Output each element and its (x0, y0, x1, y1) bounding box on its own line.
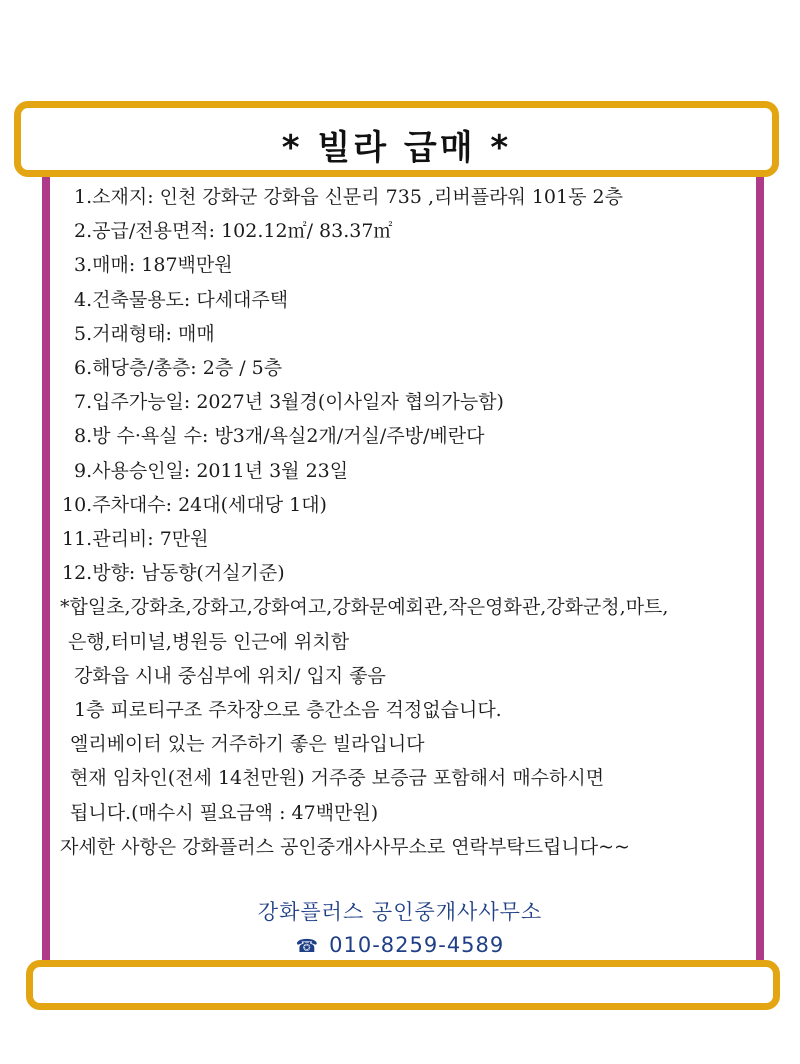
listing-details (62, 180, 752, 864)
note-nearby: *합일초,강화초,강화고,강화여고,강화문예회관,작은영화관,강화군청,마트, (60, 596, 669, 619)
note-required-amount: 됩니다.(매수시 필요금액 : 47백만원) (70, 801, 379, 824)
detail-maintenance-fee: 11.관리비: 7만원 (62, 528, 209, 551)
note-location: 강화읍 시내 중심부에 위치/ 입지 좋음 (74, 664, 386, 687)
contact-phone[interactable] (0, 933, 800, 957)
telephone-icon: ☎ (295, 936, 320, 957)
detail-location: 1.소재지: 인천 강화군 강화읍 신문리 735 ,리버플라워 101동 2층 (74, 186, 623, 208)
bottom-banner (26, 960, 780, 1010)
note-elevator: 엘리베이터 있는 거주하기 좋은 빌라입니다 (70, 733, 425, 756)
detail-parking: 10.주차대수: 24대(세대당 1대) (62, 493, 327, 516)
note-contact: 자세한 사항은 강화플러스 공인중개사사무소로 연락부탁드립니다~~ (60, 835, 630, 858)
detail-approval-date: 9.사용승인일: 2011년 3월 23일 (74, 459, 349, 482)
detail-direction: 12.방향: 남동향(거실기준) (62, 562, 285, 585)
detail-move-in: 7.입주가능일: 2027년 3월경(이사일자 협의가능함) (74, 391, 504, 414)
note-tenant: 현재 임차인(전세 14천만원) 거주중 보증금 포함해서 매수하시면 (70, 767, 605, 790)
agency-name: 강화플러스 공인중개사사무소 (257, 900, 543, 924)
detail-price: 3.매매: 187백만원 (74, 254, 233, 277)
detail-area: 2.공급/전용면적: 102.12㎡/ 83.37㎡ (74, 220, 393, 243)
phone-number[interactable]: 010-8259-4589 (329, 933, 505, 957)
note-nearby-continued: 은행,터미널,병원등 인근에 위치함 (68, 630, 350, 653)
detail-deal-type: 5.거래형태: 매매 (74, 322, 215, 345)
detail-floor: 6.해당층/총층: 2층 / 5층 (74, 357, 283, 380)
page-title: * 빌라 급매 * (281, 128, 512, 168)
title-banner (14, 101, 779, 177)
detail-rooms: 8.방 수·욕실 수: 방3개/욕실2개/거실/주방/베란다 (74, 425, 485, 448)
detail-building-use: 4.건축물용도: 다세대주택 (74, 288, 289, 311)
note-piloti: 1층 피로티구조 주차장으로 층간소음 걱정없습니다. (74, 699, 502, 722)
